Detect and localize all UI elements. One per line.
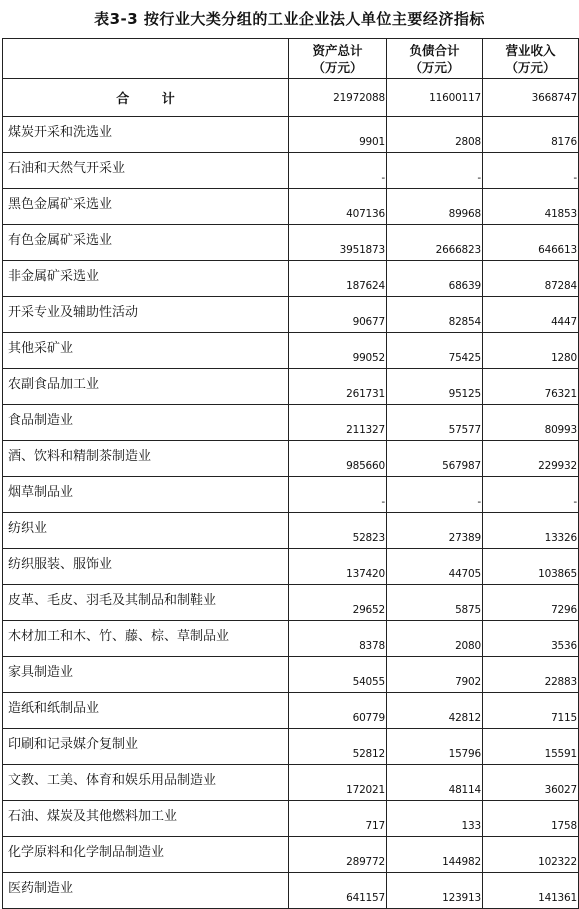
assets-cell: 52823: [289, 513, 387, 549]
industry-name-cell: 木材加工和木、竹、藤、棕、草制品业: [3, 621, 289, 657]
header-revenue-unit: （万元）: [505, 59, 556, 75]
assets-cell: 137420: [289, 549, 387, 585]
industry-name-cell: 煤炭开采和洗选业: [3, 117, 289, 153]
assets-cell: 90677: [289, 297, 387, 333]
liabilities-cell: 27389: [387, 513, 483, 549]
total-assets: 21972088: [289, 79, 387, 117]
liabilities-cell: 144982: [387, 837, 483, 873]
revenue-cell: 41853: [483, 189, 579, 225]
liabilities-cell: 2080: [387, 621, 483, 657]
total-row: [3, 79, 579, 117]
total-revenue: 3668747: [483, 79, 579, 117]
revenue-cell: 7296: [483, 585, 579, 621]
industry-name-cell: 文教、工美、体育和娱乐用品制造业: [3, 765, 289, 801]
economic-indicators-table: [2, 38, 579, 909]
table-body: [3, 79, 579, 909]
assets-cell: 29652: [289, 585, 387, 621]
industry-name-cell: 家具制造业: [3, 657, 289, 693]
table-row: [3, 297, 579, 333]
header-industry: [3, 39, 289, 79]
table-row: [3, 549, 579, 585]
table-row: [3, 513, 579, 549]
table-row: [3, 657, 579, 693]
assets-cell: 717: [289, 801, 387, 837]
industry-name-cell: 烟草制品业: [3, 477, 289, 513]
assets-cell: 60779: [289, 693, 387, 729]
revenue-cell: 103865: [483, 549, 579, 585]
table-row: [3, 225, 579, 261]
industry-name-cell: 医药制造业: [3, 873, 289, 909]
assets-cell: 3951873: [289, 225, 387, 261]
header-row: [3, 39, 579, 79]
liabilities-cell: 2808: [387, 117, 483, 153]
table-row: [3, 837, 579, 873]
revenue-cell: 141361: [483, 873, 579, 909]
revenue-cell: 102322: [483, 837, 579, 873]
table-row: [3, 477, 579, 513]
liabilities-cell: 123913: [387, 873, 483, 909]
revenue-cell: 76321: [483, 369, 579, 405]
table-header: [3, 39, 579, 79]
header-revenue: [483, 39, 579, 79]
total-liabilities: 11600117: [387, 79, 483, 117]
table-row: [3, 261, 579, 297]
table-row: [3, 621, 579, 657]
liabilities-cell: -: [387, 477, 483, 513]
table-row: [3, 729, 579, 765]
table-row: [3, 405, 579, 441]
liabilities-cell: 57577: [387, 405, 483, 441]
liabilities-cell: 567987: [387, 441, 483, 477]
assets-cell: 289772: [289, 837, 387, 873]
header-liabilities-unit: （万元）: [409, 59, 460, 75]
assets-cell: 187624: [289, 261, 387, 297]
table-row: [3, 117, 579, 153]
revenue-cell: 13326: [483, 513, 579, 549]
header-assets-unit: （万元）: [312, 59, 363, 75]
assets-cell: -: [289, 477, 387, 513]
industry-name-cell: 造纸和纸制品业: [3, 693, 289, 729]
revenue-cell: -: [483, 153, 579, 189]
industry-name-cell: 纺织服装、服饰业: [3, 549, 289, 585]
revenue-cell: 15591: [483, 729, 579, 765]
industry-name-cell: 农副食品加工业: [3, 369, 289, 405]
revenue-cell: -: [483, 477, 579, 513]
liabilities-cell: 82854: [387, 297, 483, 333]
table-row: [3, 585, 579, 621]
assets-cell: 211327: [289, 405, 387, 441]
liabilities-cell: -: [387, 153, 483, 189]
table-row: [3, 189, 579, 225]
assets-cell: 641157: [289, 873, 387, 909]
revenue-cell: 1280: [483, 333, 579, 369]
assets-cell: 52812: [289, 729, 387, 765]
liabilities-cell: 15796: [387, 729, 483, 765]
table-row: [3, 765, 579, 801]
header-assets: [289, 39, 387, 79]
revenue-cell: 7115: [483, 693, 579, 729]
liabilities-cell: 75425: [387, 333, 483, 369]
revenue-cell: 87284: [483, 261, 579, 297]
total-label: 合 计: [3, 79, 289, 117]
assets-cell: 261731: [289, 369, 387, 405]
header-liabilities: [387, 39, 483, 79]
revenue-cell: 4447: [483, 297, 579, 333]
assets-cell: 54055: [289, 657, 387, 693]
liabilities-cell: 44705: [387, 549, 483, 585]
liabilities-cell: 2666823: [387, 225, 483, 261]
header-assets-label: 资产总计: [312, 42, 363, 58]
assets-cell: -: [289, 153, 387, 189]
revenue-cell: 36027: [483, 765, 579, 801]
industry-name-cell: 石油和天然气开采业: [3, 153, 289, 189]
industry-name-cell: 开采专业及辅助性活动: [3, 297, 289, 333]
revenue-cell: 1758: [483, 801, 579, 837]
industry-name-cell: 化学原料和化学制品制造业: [3, 837, 289, 873]
revenue-cell: 646613: [483, 225, 579, 261]
liabilities-cell: 89968: [387, 189, 483, 225]
liabilities-cell: 48114: [387, 765, 483, 801]
assets-cell: 407136: [289, 189, 387, 225]
table-row: [3, 693, 579, 729]
revenue-cell: 229932: [483, 441, 579, 477]
revenue-cell: 8176: [483, 117, 579, 153]
table-row: [3, 801, 579, 837]
table-row: [3, 153, 579, 189]
industry-name-cell: 纺织业: [3, 513, 289, 549]
table-row: [3, 369, 579, 405]
industry-name-cell: 非金属矿采选业: [3, 261, 289, 297]
liabilities-cell: 5875: [387, 585, 483, 621]
revenue-cell: 22883: [483, 657, 579, 693]
table-row: [3, 873, 579, 909]
assets-cell: 985660: [289, 441, 387, 477]
industry-name-cell: 黑色金属矿采选业: [3, 189, 289, 225]
liabilities-cell: 7902: [387, 657, 483, 693]
industry-name-cell: 其他采矿业: [3, 333, 289, 369]
revenue-cell: 80993: [483, 405, 579, 441]
industry-name-cell: 石油、煤炭及其他燃料加工业: [3, 801, 289, 837]
liabilities-cell: 133: [387, 801, 483, 837]
liabilities-cell: 95125: [387, 369, 483, 405]
industry-name-cell: 食品制造业: [3, 405, 289, 441]
assets-cell: 9901: [289, 117, 387, 153]
industry-name-cell: 皮革、毛皮、羽毛及其制品和制鞋业: [3, 585, 289, 621]
assets-cell: 8378: [289, 621, 387, 657]
table-row: [3, 441, 579, 477]
table-row: [3, 333, 579, 369]
table-title: 表3-3 按行业大类分组的工业企业法人单位主要经济指标: [94, 10, 485, 28]
header-liabilities-label: 负债合计: [409, 42, 460, 58]
assets-cell: 99052: [289, 333, 387, 369]
industry-name-cell: 印刷和记录媒介复制业: [3, 729, 289, 765]
liabilities-cell: 42812: [387, 693, 483, 729]
revenue-cell: 3536: [483, 621, 579, 657]
header-revenue-label: 营业收入: [505, 42, 556, 58]
industry-name-cell: 有色金属矿采选业: [3, 225, 289, 261]
assets-cell: 172021: [289, 765, 387, 801]
liabilities-cell: 68639: [387, 261, 483, 297]
industry-name-cell: 酒、饮料和精制茶制造业: [3, 441, 289, 477]
